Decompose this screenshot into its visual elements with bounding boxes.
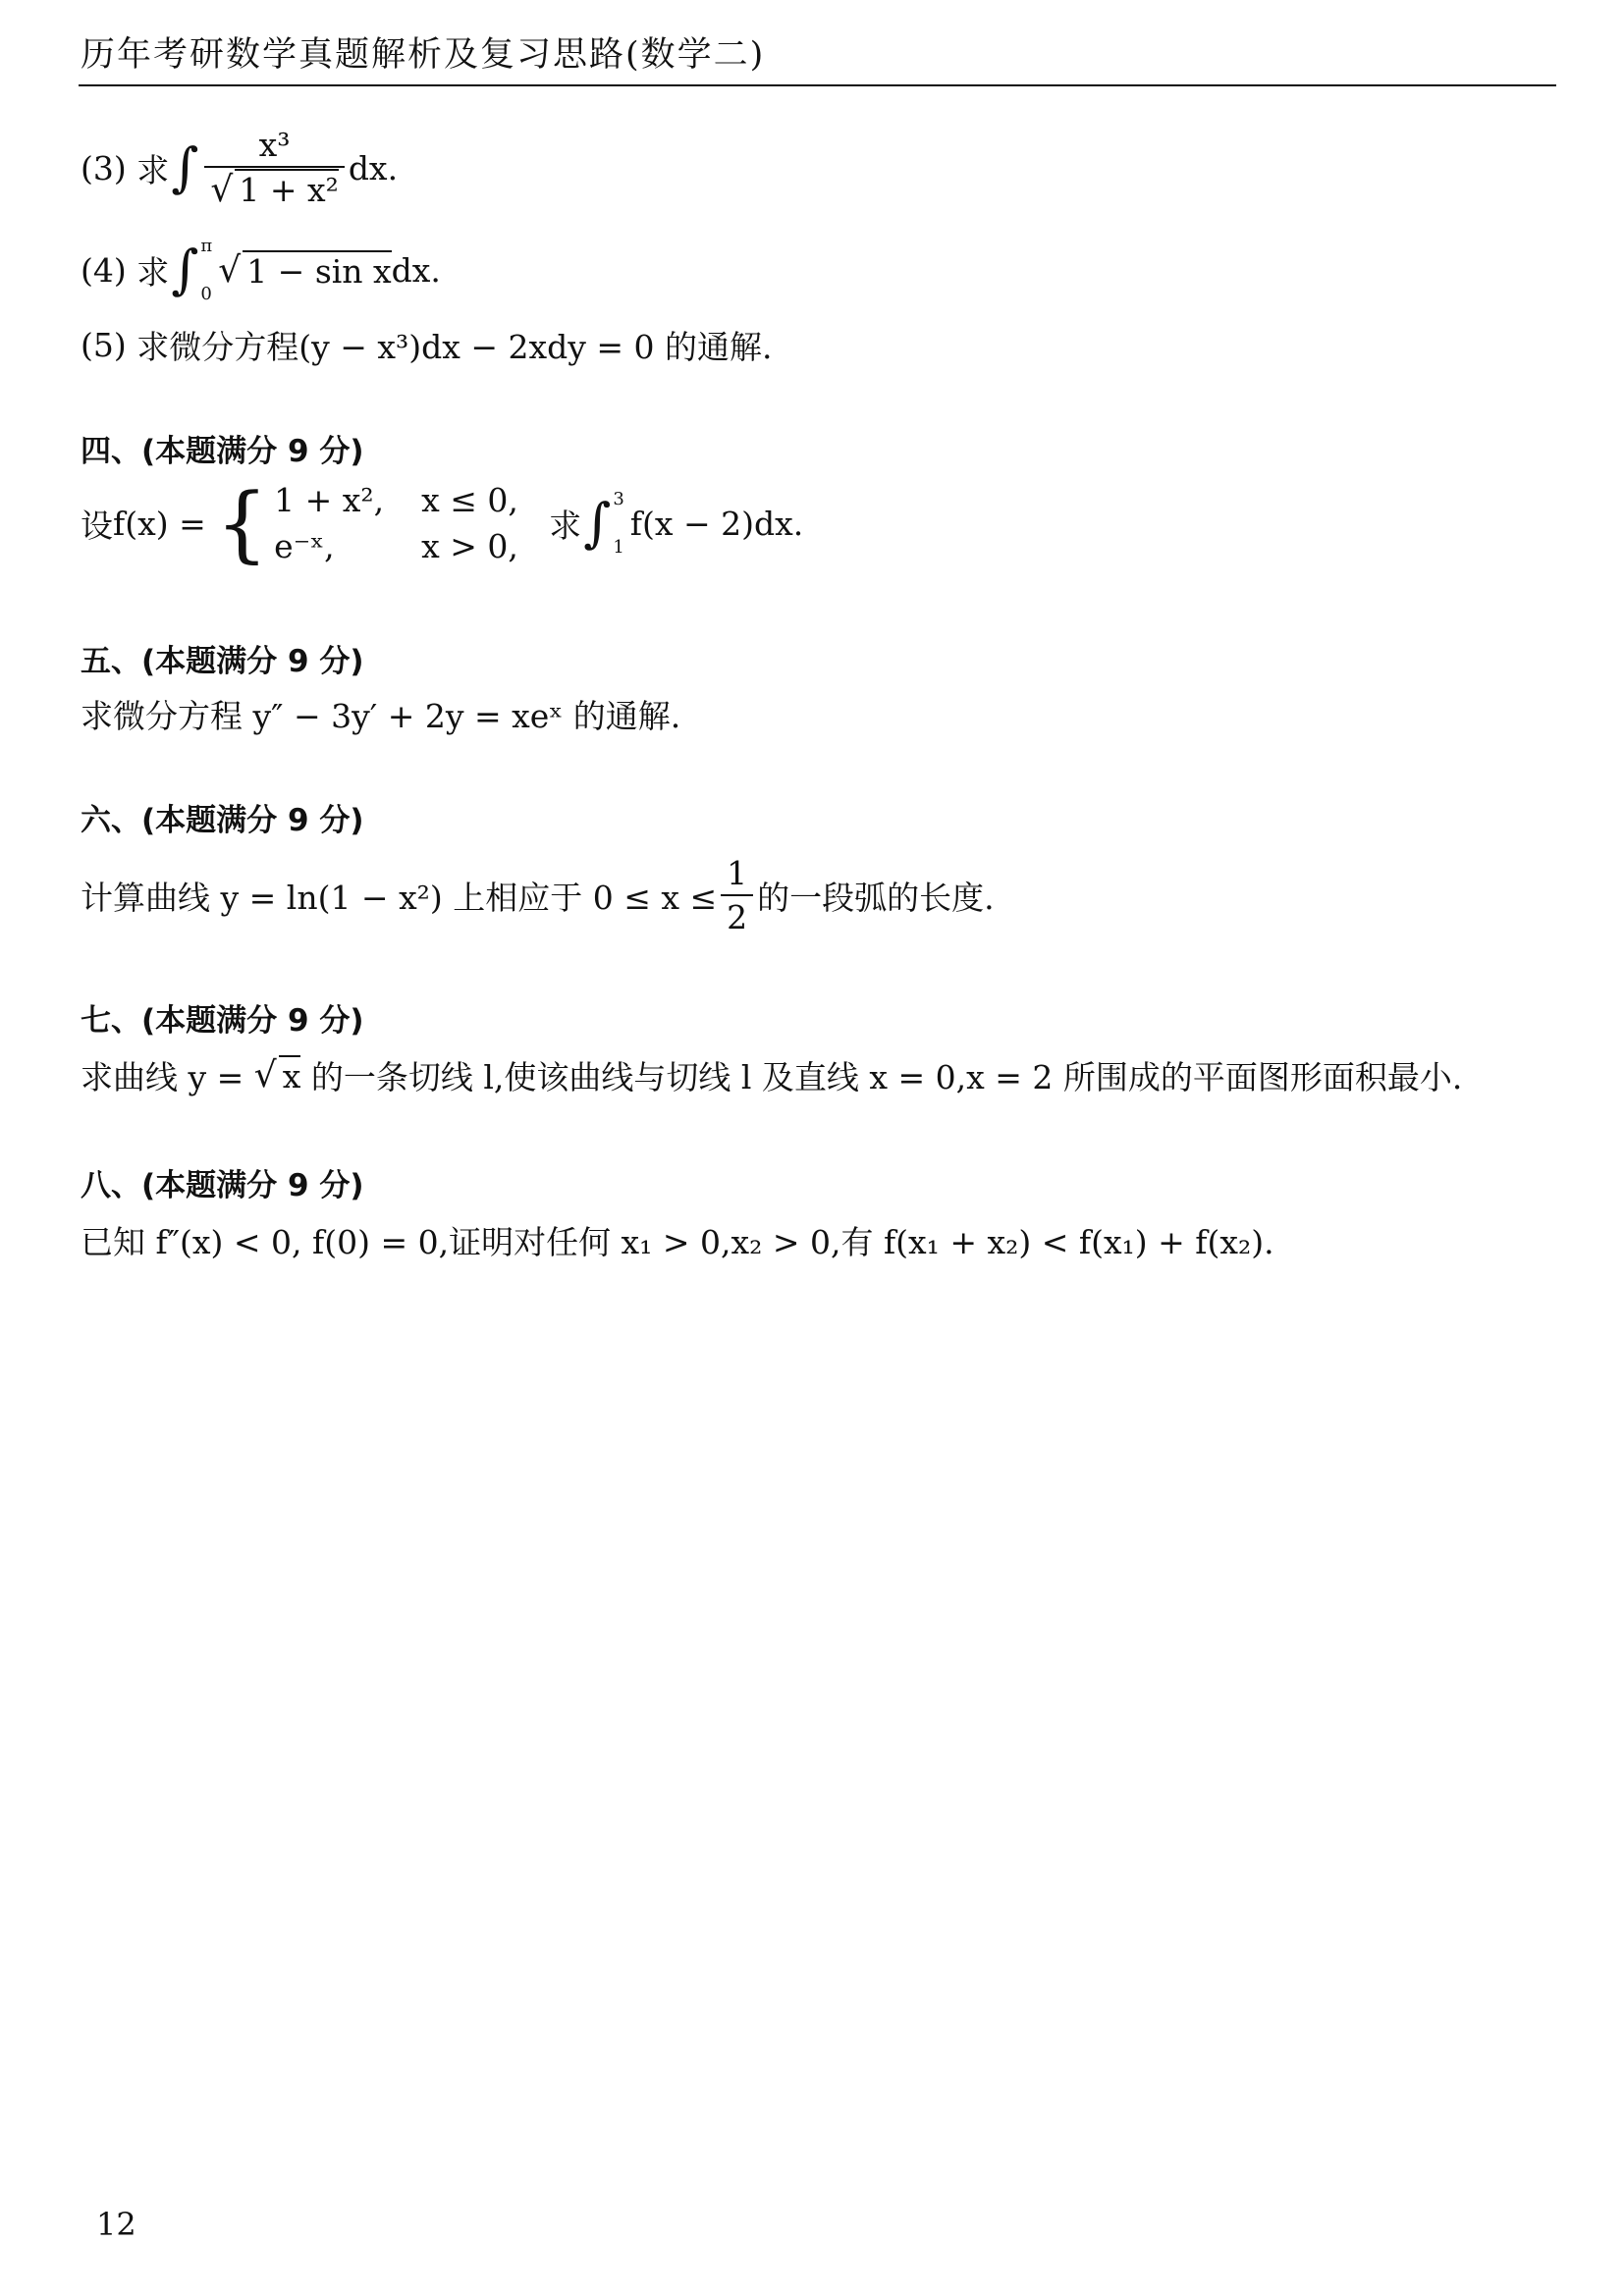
integral-sign: ∫ xyxy=(171,136,199,198)
problem-3-number: (3) xyxy=(81,148,127,187)
section-6-heading: 六、(本题满分 9 分) xyxy=(81,803,364,838)
section-6-body xyxy=(81,854,995,936)
integral-sign: ∫ xyxy=(171,239,199,300)
section-5-heading: 五、(本题满分 9 分) xyxy=(81,644,364,679)
problem-3 xyxy=(81,126,398,210)
sqrt-sign: √ xyxy=(253,1055,277,1095)
fraction-denominator: 2 xyxy=(721,894,753,936)
case-1-cond: x ≤ 0, xyxy=(421,481,518,519)
problem-4 xyxy=(81,236,441,304)
ask-text: 求 xyxy=(549,506,582,545)
running-header: 历年考研数学真题解析及复习思路(数学二) xyxy=(81,35,766,75)
header-rule xyxy=(79,84,1556,86)
sqrt-arg: 1 − sin x xyxy=(243,250,391,291)
sqrt-arg: 1 + x² xyxy=(235,169,338,209)
fraction-numerator: 1 xyxy=(727,854,748,892)
fraction xyxy=(721,854,753,936)
upper-limit: π xyxy=(200,236,213,256)
period: . xyxy=(387,148,399,187)
lead-text: 设 xyxy=(81,506,113,545)
page-number: 12 xyxy=(96,2206,136,2243)
section-8-heading: 八、(本题满分 9 分) xyxy=(81,1168,364,1203)
problem-5 xyxy=(81,322,772,368)
upper-limit: 3 xyxy=(613,489,624,509)
sqrt-sign: √ xyxy=(210,170,234,210)
case-2-expr: e⁻ˣ, xyxy=(274,527,335,565)
section-8-body: 已知 f″(x) < 0, f(0) = 0,证明对任何 x₁ > 0,x₂ > 0,有 f(x₁ + x₂) < f(x₁) + f(x₂). xyxy=(81,1223,1274,1261)
text-after: 的一段弧的长度. xyxy=(757,878,995,917)
problem-4-lead: 求 xyxy=(136,252,170,292)
problem-3-lead: 求 xyxy=(136,150,170,189)
text-before: 求曲线 y = xyxy=(81,1058,244,1096)
text-before: 计算曲线 y = ln(1 − x²) 上相应于 0 ≤ x ≤ xyxy=(81,878,718,917)
sqrt-sign: √ xyxy=(218,249,242,291)
integrand: f(x − 2)dx. xyxy=(629,504,804,543)
differential: dx xyxy=(391,250,431,290)
lower-limit: 0 xyxy=(200,284,212,304)
cases xyxy=(274,481,549,565)
fraction xyxy=(204,126,344,210)
fraction-denominator xyxy=(204,166,344,210)
sqrt-arg: x xyxy=(279,1055,301,1095)
case-2-cond: x > 0, xyxy=(421,527,518,565)
problem-5-number: (5) xyxy=(81,326,127,364)
period: . xyxy=(430,250,441,290)
function-name: f(x) = xyxy=(113,504,206,543)
section-4-heading: 四、(本题满分 9 分) xyxy=(81,434,364,469)
section-4-body xyxy=(81,475,804,571)
case-1-expr: 1 + x², xyxy=(274,481,385,519)
piecewise-function xyxy=(206,475,549,571)
section-5-body: 求微分方程 y″ − 3y′ + 2y = xeˣ 的通解. xyxy=(81,697,681,735)
integral-limits xyxy=(200,236,212,304)
text-after: 的一条切线 l,使该曲线与切线 l 及直线 x = 0,x = 2 所围成的平面图形面积最小. xyxy=(310,1058,1463,1096)
section-7-heading: 七、(本题满分 9 分) xyxy=(81,1003,364,1039)
problem-4-number: (4) xyxy=(81,250,127,290)
section-7-body xyxy=(81,1052,1462,1098)
problem-5-text: 求微分方程(y − x³)dx − 2xdy = 0 的通解. xyxy=(136,328,773,366)
integral-sign: ∫ xyxy=(583,492,612,554)
brace: { xyxy=(215,475,269,571)
integral-limits xyxy=(613,489,623,558)
lower-limit: 1 xyxy=(613,537,624,558)
differential: dx xyxy=(348,148,388,187)
fraction-numerator: x³ xyxy=(258,126,291,164)
